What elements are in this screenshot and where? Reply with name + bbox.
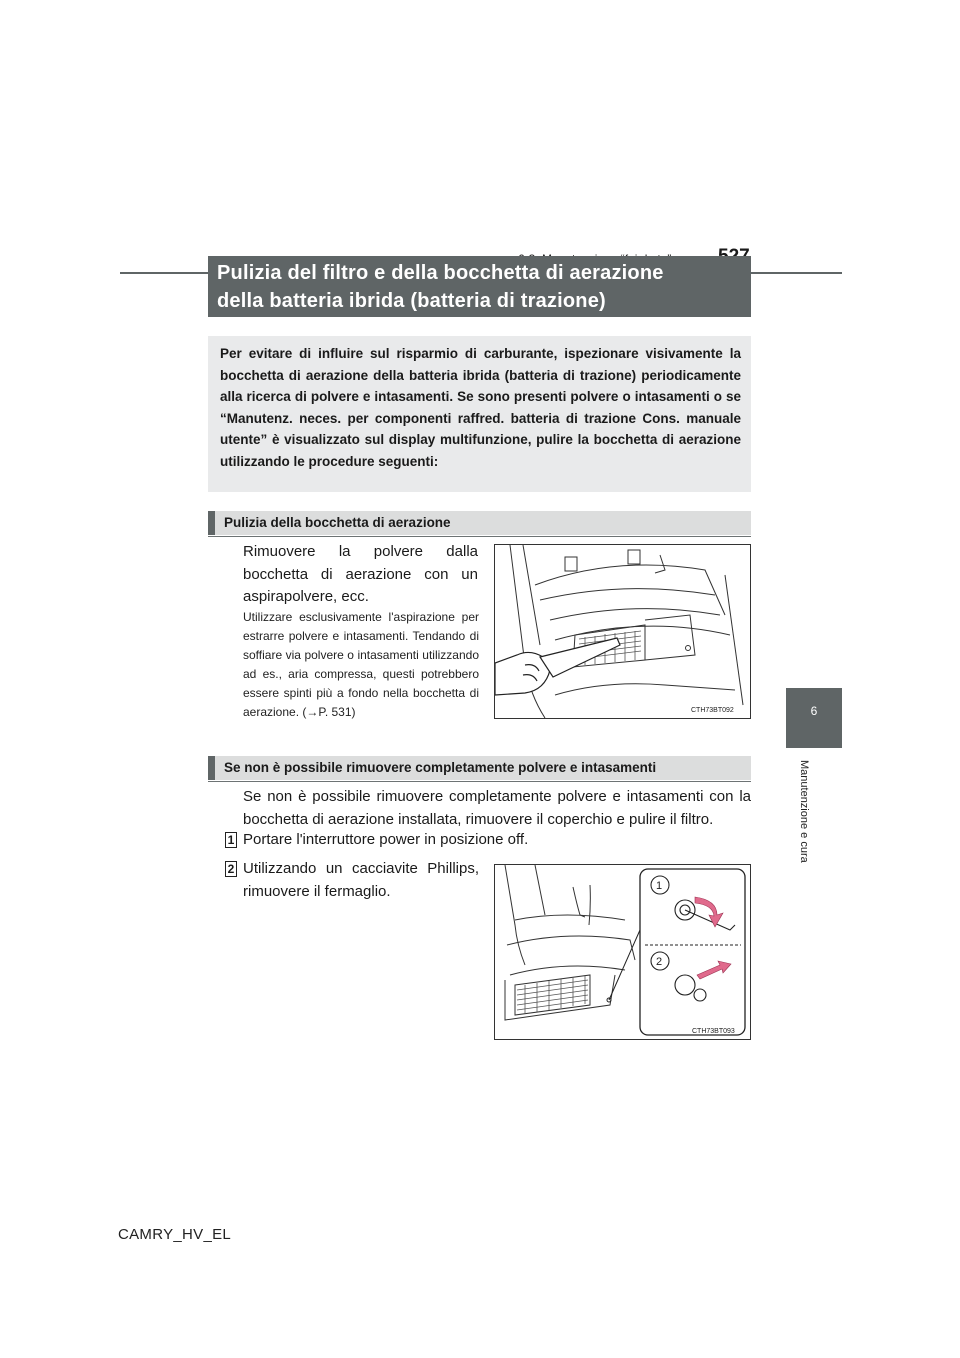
intro-paragraph: Per evitare di influire sul risparmio di carburante, ispezionare visivamente la bocchetta di aerazione della batteria ibrida (batteria di trazione) periodicamente alla ricerca di polvere e intasamenti. Se sono presenti polvere o intasamenti o se “Manutenz. neces. per componenti raffred. batteria di trazione Cons. manuale utente” è visualizzato sul display multifunzione, pulire la bocchetta di aerazione utilizzando le procedure seguenti: <box>208 336 751 492</box>
page-title <box>208 256 751 317</box>
chapter-number: 6 <box>810 704 818 718</box>
footer-model-code: CAMRY_HV_EL <box>118 1226 232 1243</box>
step-2-text: Utilizzando un cacciavite Phillips, rimuovere il fermaglio. <box>243 860 479 900</box>
page-title-line-1: Pulizia del filtro e della bocchetta di aerazione <box>217 262 664 284</box>
clip-removal-illustration <box>494 864 751 1040</box>
chapter-tab <box>786 688 842 748</box>
vent-cleaning-text: Rimuovere la polvere dalla bocchetta di aerazione con un aspirapolvere, ecc. <box>243 543 478 605</box>
section-heading-vent-cleaning: Pulizia della bocchetta di aerazione <box>208 511 751 535</box>
chapter-label: Manutenzione e cura <box>798 760 810 863</box>
step-1-text: Portare l'interruttore power in posizione off. <box>243 831 529 848</box>
callout-2: 2 <box>656 956 663 968</box>
vacuum-vent-drawing <box>495 545 750 718</box>
callout-1: 1 <box>656 880 663 892</box>
step-badge-1: 1 <box>225 832 237 848</box>
clip-removal-drawing <box>495 865 750 1039</box>
step-badge-2: 2 <box>225 861 237 877</box>
figure-code-1: CTH73BT092 <box>691 707 734 714</box>
section-heading-filter-cleaning: Se non è possibile rimuovere completamente polvere e intasamenti <box>208 756 751 780</box>
vent-cleaning-note: Utilizzare esclusivamente l'aspirazione per estrarre polvere e intasamenti. Tendando di soffiare via polvere o intasamenti utilizzando ad es., aria compressa, questi potrebbero essere spinti più a fondo nella bocchetta di aerazione. (→P. 531) <box>243 610 479 719</box>
filter-cleaning-text: Se non è possibile rimuovere completamente polvere e intasamenti con la bocchetta di aerazione installata, rimuovere il coperchio e pulire il filtro. <box>243 788 751 828</box>
page-title-line-2: della batteria ibrida (batteria di trazione) <box>217 290 606 312</box>
vent-cleaning-illustration <box>494 544 751 719</box>
figure-code-2: CTH73BT093 <box>692 1028 735 1035</box>
